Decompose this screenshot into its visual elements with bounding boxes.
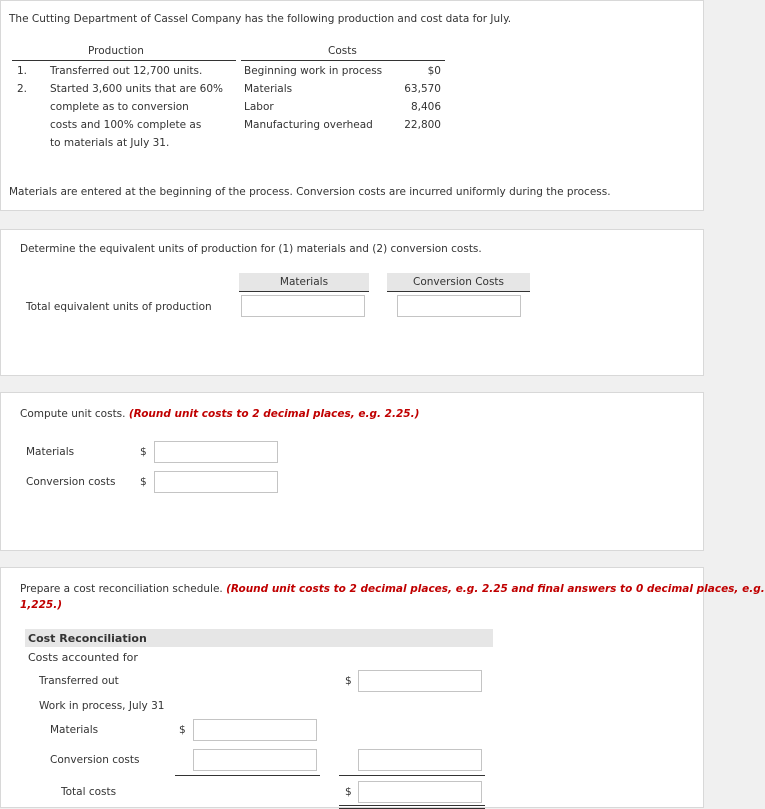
transferred-out-label: Transferred out	[39, 675, 119, 687]
materials-column-header: Materials	[239, 273, 369, 291]
unit-cost-materials-label: Materials	[26, 446, 75, 458]
materials-equivalent-units-input[interactable]	[241, 295, 365, 317]
wip-materials-input[interactable]	[193, 719, 317, 741]
cost-value: $0	[427, 65, 441, 77]
conversion-equivalent-units-input[interactable]	[397, 295, 521, 317]
reconciliation-instruction: (Round unit costs to 2 decimal places, e.g. 2.25 and final answers to 0 decimal places, e.g.	[226, 583, 765, 595]
transferred-out-input[interactable]	[358, 670, 482, 692]
reconciliation-prompt-text: Prepare a cost reconciliation schedule.	[20, 583, 223, 595]
costs-header-rule	[241, 60, 445, 61]
conversion-column-header: Conversion Costs	[387, 273, 530, 291]
intro-text: The Cutting Department of Cassel Company has the following production and cost data for July.	[9, 13, 512, 25]
problem-panel	[0, 0, 704, 211]
conversion-header-rule	[387, 291, 530, 292]
materials-header-rule	[239, 291, 369, 292]
total-equivalent-units-label: Total equivalent units of production	[26, 301, 212, 313]
wip-total-input[interactable]	[358, 749, 482, 771]
unit-costs-instruction: (Round unit costs to 2 decimal places, e.g. 2.25.)	[128, 408, 420, 420]
cost-label: Beginning work in process	[244, 65, 383, 77]
production-item-number: 1.	[17, 65, 28, 77]
currency-symbol: $	[345, 786, 352, 798]
production-item-line: Transferred out 12,700 units.	[50, 65, 203, 77]
reconciliation-title: Cost Reconciliation	[28, 632, 147, 645]
currency-symbol: $	[179, 724, 186, 736]
unit-cost-conversion-input[interactable]	[154, 471, 278, 493]
production-item-number: 2.	[17, 83, 28, 95]
reconciliation-prompt	[20, 583, 765, 595]
currency-symbol: $	[345, 675, 352, 687]
currency-symbol: $	[140, 476, 147, 488]
production-item-line: to materials at July 31.	[50, 137, 170, 149]
currency-symbol: $	[140, 446, 147, 458]
unit-costs-panel	[0, 392, 704, 551]
wip-conversion-label: Conversion costs	[50, 754, 140, 766]
total-double-rule	[339, 805, 485, 809]
process-note: Materials are entered at the beginning of the process. Conversion costs are incurred uniformly during the process.	[9, 186, 611, 198]
wip-materials-label: Materials	[50, 724, 99, 736]
cost-value: 8,406	[410, 101, 441, 113]
wip-conversion-input[interactable]	[193, 749, 317, 771]
production-header-rule	[12, 60, 236, 61]
production-item-line: Started 3,600 units that are 60%	[50, 83, 223, 95]
unit-cost-conversion-label: Conversion costs	[26, 476, 116, 488]
unit-costs-prompt	[20, 408, 419, 420]
cost-label: Labor	[244, 101, 274, 113]
cost-reconciliation-panel	[0, 567, 765, 808]
production-item-line: costs and 100% complete as	[50, 119, 202, 131]
total-costs-input[interactable]	[358, 781, 482, 803]
total-costs-label: Total costs	[61, 786, 117, 798]
reconciliation-instruction-cont: 1,225.)	[20, 599, 62, 611]
equivalent-units-panel	[0, 229, 704, 376]
production-item-line: complete as to conversion	[50, 101, 189, 113]
equivalent-units-prompt: Determine the equivalent units of production for (1) materials and (2) conversion costs.	[20, 243, 482, 255]
unit-cost-materials-input[interactable]	[154, 441, 278, 463]
cost-label: Materials	[244, 83, 293, 95]
unit-costs-prompt-text: Compute unit costs.	[20, 408, 126, 420]
cost-value: 22,800	[404, 119, 441, 131]
subtotal-rule	[339, 775, 485, 776]
wip-label: Work in process, July 31	[39, 700, 165, 712]
costs-accounted-for-label: Costs accounted for	[28, 651, 138, 664]
costs-header: Costs	[328, 45, 357, 57]
production-header: Production	[88, 45, 144, 57]
cost-value: 63,570	[404, 83, 441, 95]
cost-label: Manufacturing overhead	[244, 119, 373, 131]
subtotal-rule	[175, 775, 320, 776]
